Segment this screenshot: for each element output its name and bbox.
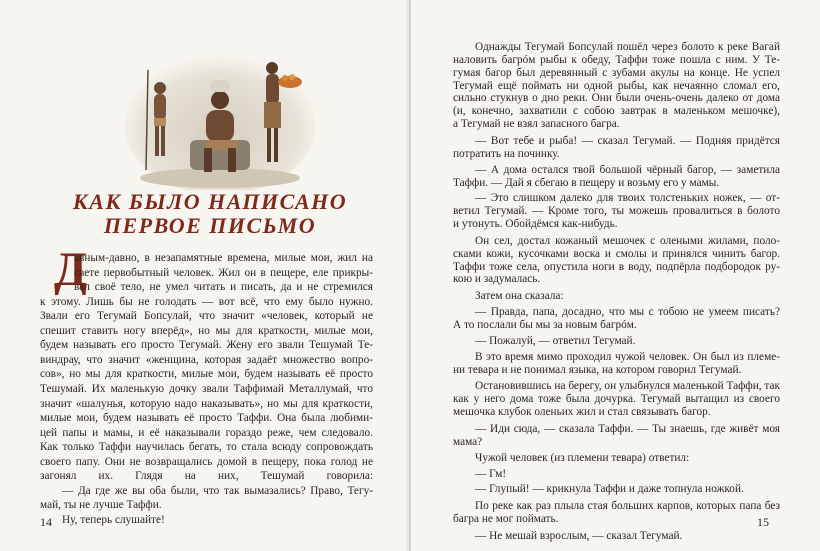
text-line: В это время мимо проходил чужой человек. Он был из племе- [475,350,780,363]
text-line: потратить на починку. [453,147,560,160]
text-line: значит «шалунья, которую надо наказывать», но мы для краткости, [40,397,373,410]
text-line: вал своё тело, не умел читать и писать, да и не стремился [74,281,373,294]
text-line: Остановившись на берегу, он улыбнулся маленькой Таффи, так [475,380,780,393]
text-line: май, ты не лучше Таффи. [40,499,162,512]
chapter-title-line-2: ПЕРВОЕ ПИСЬМО [103,213,317,238]
text-line: кою и задумалась. [453,273,541,286]
text-line: ветил Тегумай. — Кроме того, ты можешь провалиться в болото [453,205,780,218]
page-number-right: 15 [757,515,769,529]
text-line: — Это слишком далеко для твоих толстеньких ножек, — от- [475,192,780,205]
text-line: (и, конечно, захватили с собою завтрак в маленьком мешочке), [453,105,780,118]
text-line: милые мои, будем называть её просто Таффи. Она была любими- [40,412,373,425]
page-number-left: 14 [40,515,52,529]
text-line: Тегумай ещё поймать ни одной рыбы, как нечаянно сломал его, [453,79,780,92]
text-line: Однажды Тегумай Бопсулай пошёл через болото к реке Вагай [475,41,780,53]
text-line: — А дома остался твой большой чёрный багор, — заметила [475,163,780,176]
text-line: Таффи тоже села, опустила ноги в воду, подпёрла подбородок ру- [453,260,780,273]
text-line: своего папу. Они не возвращались домой в пещеру, пока голод не [40,455,373,468]
text-line: ни тевара и не понимал языка, на котором говорил Тегумай. [453,363,742,376]
illustration-tegumai-family [120,30,320,190]
text-line: гумая багор был деревянный с зубами акулы на конце. Не успел [453,66,780,79]
text-line: багра не мог поймать. [453,513,559,526]
text-line: А то послали бы мы за новым багрóм. [453,319,637,331]
text-line: — Правда, папа, досадно, что мы с тобою не умеем писать? [475,306,780,319]
text-line: и утонуть. Обойдёмся как-нибудь. [453,218,618,231]
text-line: а Тегумай не взял запасного багра. [453,118,620,131]
text-line: — Вот тебе и рыба! — сказал Тегумай. — Подняя придётся [475,134,780,147]
text-line: к этому. Лишь бы не голодать — вот всё, что ему было нужно. [40,295,373,308]
text-line: загонял их. Глядя на них, Тешумай говорила: [40,470,373,483]
drop-cap: Д [54,243,88,296]
text-line: сильно стукнув о дно реки. Они были очень-очень далеко от дома [453,92,780,105]
text-line: Как только Таффи научилась бегать, то стала всюду сопровождать [40,441,373,454]
right-page [411,0,820,551]
text-line: Затем она сказала: [475,290,564,303]
text-line: сов», но мы для краткости, милые мои, будем называть её просто [40,368,373,381]
left-page [0,0,409,551]
text-line: — Гм! [475,467,507,480]
text-line: как у него дома тоже была дочурка. Тегумай вытащил из своего [453,393,780,406]
text-line: цей папы и мамы, и её наказывали гораздо реже, чем следовало. [40,426,373,439]
text-line: мама? [453,435,483,448]
text-line: Звали его Тегумай Бопсулай, что значит «человек, который не [40,310,373,323]
text-line: мешочка клубок оленьих жил и стал связывать багор. [453,406,711,419]
text-line: По реке как раз плыла стая больших карпов, которых папа без [475,500,780,513]
text-line: Тешумай. Их маленькую дочку звали Таффимай Металлумай, что [40,382,373,395]
text-line: — Иди сюда, — сказала Таффи. — Ты знаешь, где живёт моя [475,422,780,435]
text-line: будем называть его просто Тегумай. Жену его звали Тешумай Те- [40,339,373,352]
text-line: свете первобытный человек. Жил он в пещере, еле прикры- [74,266,373,279]
text-line: спешит ставить ногу вперёд», но мы для краткости, милые мои, [40,324,373,337]
text-line: — Не мешай взрослым, — сказал Тегумай. [475,529,683,542]
text-line: наловить багрóм рыбы к обеду, Таффи тоже пошла с ним. У Те- [453,53,780,66]
text-line: авным-давно, в незапамятные времена, милые мои, жил на [74,252,373,264]
text-line: — Глупый! — крикнула Таффи и даже топнула ножкой. [475,483,744,496]
text-line: Чужой человек (из племени тевара) ответил: [475,451,690,464]
text-line: сками кожи, кусочками воска и смолы и принялся чинить багор. [453,247,780,260]
text-line: — Пожалуй, — ответил Тегумай. [475,334,636,347]
text-line: виндрау, что значит «женщина, которая задаёт множество вопро- [40,353,373,366]
text-line: Таффи. — Дай я сбегаю в пещеру и возьму его у мамы. [453,176,720,189]
text-line: — Да где же вы оба были, что так вымазались? Право, Тегу- [62,484,373,497]
text-line: Он сел, достал кожаный мешочек с олеными жилами, поло- [475,234,780,247]
text-line: Ну, теперь слушайте! [62,513,165,526]
chapter-title-line-1: КАК БЫЛО НАПИСАНО [72,189,348,214]
